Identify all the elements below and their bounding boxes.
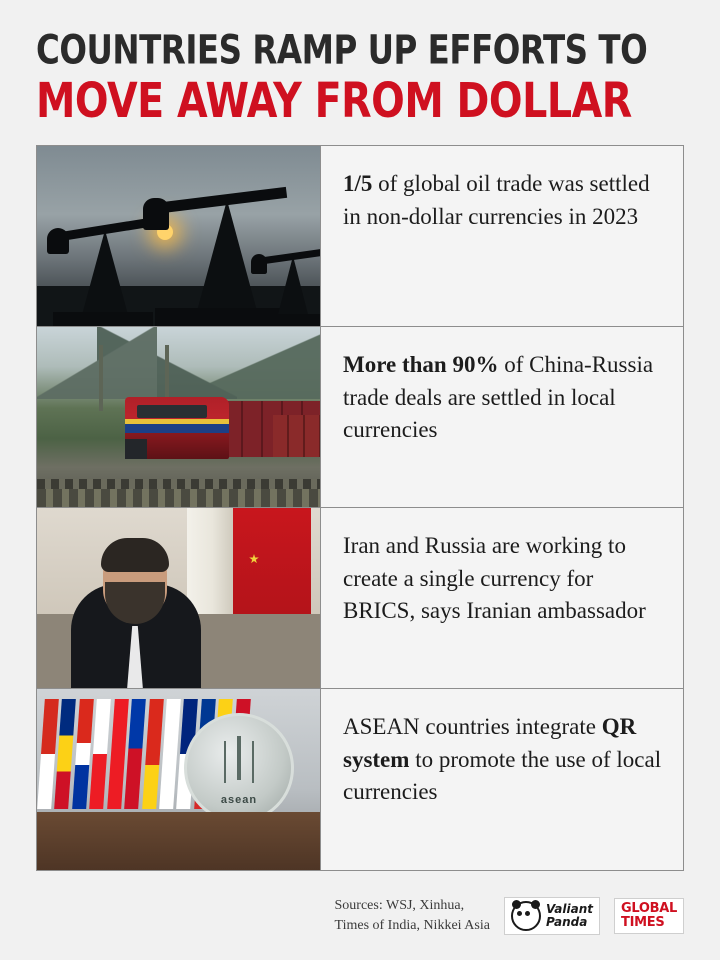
asean-flags-emblem-photo xyxy=(37,689,321,870)
fact-lead: More than 90% xyxy=(343,352,499,377)
fact-body: to promote the use of local currencies xyxy=(343,746,662,805)
times-label: TIMES xyxy=(621,915,665,930)
valiant-panda-logo xyxy=(504,897,600,935)
sources-line-1: Sources: WSJ, Xinhua, xyxy=(334,897,465,913)
fact-text xyxy=(343,349,663,447)
asean-emblem-icon xyxy=(184,713,294,823)
table-row xyxy=(37,689,683,870)
table-row xyxy=(37,508,683,689)
fact-body: of China-Russia trade deals are settled in local currencies xyxy=(343,352,654,443)
oil-pumpjacks-photo xyxy=(37,146,321,326)
fact-text-cell xyxy=(321,327,683,507)
fact-lead: 1/5 xyxy=(343,171,373,196)
fact-text-cell xyxy=(321,689,683,870)
table-row xyxy=(37,327,683,508)
sources-note xyxy=(335,896,490,937)
facts-table xyxy=(36,145,684,871)
freight-cars xyxy=(273,415,321,457)
locomotive xyxy=(125,397,229,459)
catenary-pole xyxy=(165,345,169,403)
panda-label: Panda xyxy=(545,915,588,929)
footer xyxy=(36,890,684,942)
hair xyxy=(101,538,169,572)
fact-text-cell xyxy=(321,146,683,326)
mountain-range xyxy=(37,327,320,399)
china-russia-freight-train-photo xyxy=(37,327,321,507)
fact-text xyxy=(343,711,663,809)
table-row xyxy=(37,146,683,327)
iranian-ambassador-portrait-photo xyxy=(37,508,321,688)
valiant-label: Valiant xyxy=(545,902,593,917)
fact-body: Iran and Russia are working to create a single currency for BRICS, says Iranian ambassador xyxy=(343,533,646,624)
fact-lead: QR system xyxy=(343,714,637,772)
asean-emblem-label: asean xyxy=(220,794,258,806)
fact-text xyxy=(343,168,663,233)
fact-prefix: ASEAN countries integrate xyxy=(343,714,602,739)
catenary-pole xyxy=(99,345,103,411)
page-title-line-2: MOVE AWAY FROM DOLLAR xyxy=(36,73,632,129)
rail-track xyxy=(37,489,320,507)
pumpjack-icon xyxy=(251,238,321,326)
page-title-line-1: COUNTRIES RAMP UP EFFORTS TO xyxy=(36,25,648,74)
fact-body: of global oil trade was settled in non-dollar currencies in 2023 xyxy=(343,171,650,229)
fact-text-cell xyxy=(321,508,683,688)
sources-line-2: Times of India, Nikkei Asia xyxy=(334,918,490,933)
headline-block xyxy=(36,0,684,129)
panda-icon xyxy=(511,901,541,931)
global-times-logo xyxy=(614,898,684,933)
rail-track xyxy=(37,479,320,489)
global-label: GLOBAL xyxy=(621,901,677,917)
podium-desk xyxy=(37,812,320,870)
fact-text xyxy=(343,530,663,628)
